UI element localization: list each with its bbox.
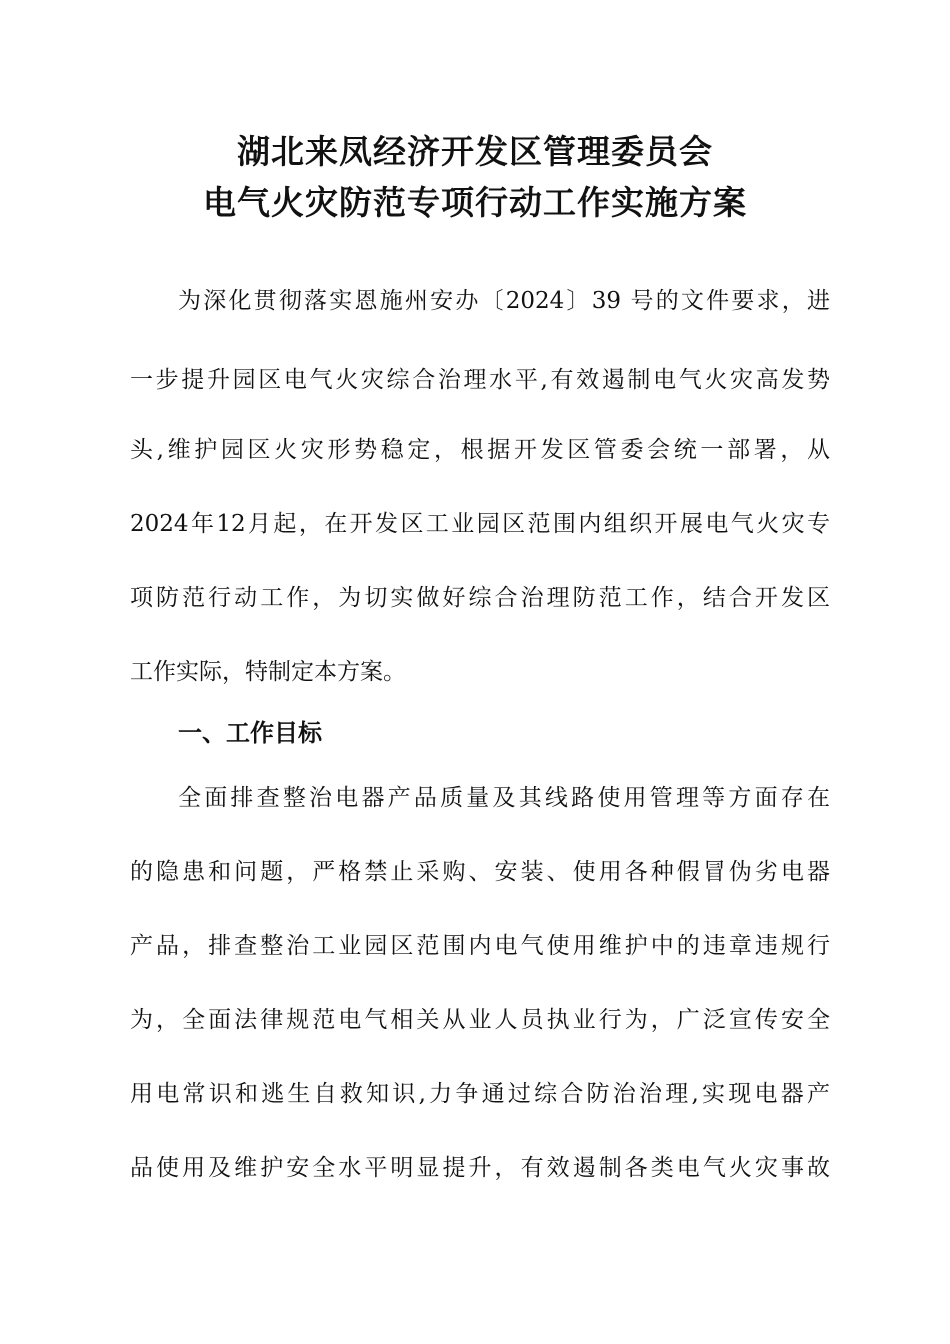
- intro-paragraph-line: 一步提升园区电气火灾综合治理水平,有效遏制电气火灾高发势: [130, 367, 830, 393]
- section-paragraph-line: 的隐患和问题，严格禁止采购、安装、使用各种假冒伪劣电器: [130, 859, 830, 885]
- section-paragraph-line: 产品，排查整治工业园区范围内电气使用维护中的违章违规行: [130, 933, 830, 959]
- intro-paragraph-line: 为深化贯彻落实恩施州安办〔2024〕39 号的文件要求，进: [178, 288, 830, 314]
- document-title-line-1: 湖北来凤经济开发区管理委员会: [237, 132, 713, 171]
- section-paragraph-line: 品使用及维护安全水平明显提升，有效遏制各类电气火灾事故: [130, 1155, 830, 1181]
- section-heading: 一、工作目标: [178, 719, 322, 747]
- document-title-line-2: 电气火灾防范专项行动工作实施方案: [203, 183, 747, 222]
- intro-paragraph-line: 工作实际，特制定本方案。: [130, 659, 406, 685]
- section-paragraph-line: 用电常识和逃生自救知识,力争通过综合防治治理,实现电器产: [130, 1081, 830, 1107]
- section-paragraph-line: 全面排查整治电器产品质量及其线路使用管理等方面存在: [178, 785, 830, 811]
- intro-paragraph-line: 头,维护园区火灾形势稳定，根据开发区管委会统一部署，从: [130, 437, 830, 463]
- intro-paragraph-line: 2024年12月起，在开发区工业园区范围内组织开展电气火灾专: [130, 511, 830, 537]
- section-paragraph-line: 为，全面法律规范电气相关从业人员执业行为，广泛宣传安全: [130, 1007, 830, 1033]
- intro-paragraph-line: 项防范行动工作，为切实做好综合治理防范工作，结合开发区: [130, 585, 830, 611]
